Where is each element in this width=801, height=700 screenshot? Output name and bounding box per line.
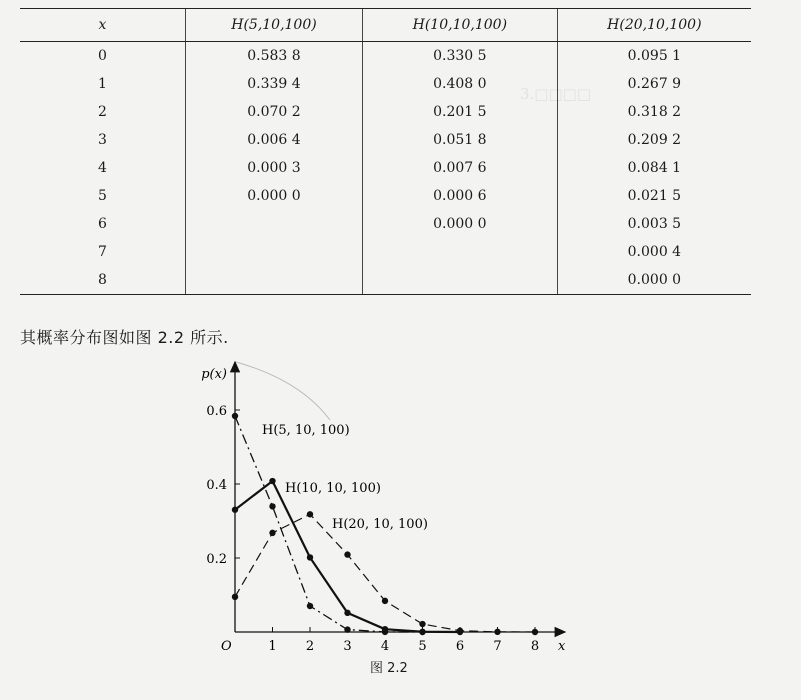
cell-x: 8 [20, 266, 186, 295]
cell-prob: 0.006 4 [186, 126, 363, 154]
data-point [269, 530, 275, 536]
cell-prob: 0.000 4 [557, 238, 751, 266]
cell-x: 1 [98, 76, 107, 92]
cell-prob: 0.209 2 [557, 126, 751, 154]
series-label: H(5, 10, 100) [262, 423, 350, 438]
data-point [344, 610, 350, 616]
data-point [344, 626, 350, 632]
data-point [232, 507, 238, 513]
cell-prob: 0.339 4 [186, 70, 363, 98]
data-point [307, 603, 313, 609]
x-axis-label: x [558, 639, 566, 654]
x-tick-label: 1 [268, 639, 277, 654]
header-h10: H(10,10,100) [362, 9, 557, 42]
scan-arc [236, 362, 330, 420]
cell-x: 5 [98, 188, 107, 204]
data-point [232, 413, 238, 419]
figure-caption: 图 2.2 [370, 661, 408, 676]
data-point [382, 598, 388, 604]
cell-prob: 0.583 8 [186, 42, 363, 71]
cell-prob: 0.084 1 [557, 154, 751, 182]
show-through-text: 3.□□□□ [520, 85, 592, 103]
data-point [307, 511, 313, 517]
cell-prob: 0.000 6 [362, 182, 557, 210]
x-tick-label: 7 [493, 639, 502, 654]
cell-prob: 0.201 5 [362, 98, 557, 126]
cell-prob: 0.000 0 [557, 266, 751, 295]
cell-prob: 0.003 5 [557, 210, 751, 238]
origin-label: O [221, 639, 232, 654]
data-point [307, 554, 313, 560]
cell-x: 4 [98, 160, 107, 176]
data-point [494, 629, 500, 635]
x-tick-label: 8 [530, 639, 540, 654]
header-h5: H(5,10,100) [186, 9, 363, 42]
cell-prob: 0.070 2 [186, 98, 363, 126]
x-tick-label: 4 [380, 639, 390, 654]
intro-text: 其概率分布图如图 2.2 所示. [20, 328, 229, 347]
data-point [419, 621, 425, 627]
header-x: x [20, 9, 186, 42]
cell-x: 2 [98, 104, 107, 120]
cell-prob: 0.051 8 [362, 126, 557, 154]
header-h20: H(20,10,100) [557, 9, 751, 42]
data-point [232, 594, 238, 600]
y-tick-label: 0.2 [206, 552, 227, 567]
cell-prob: 0.000 0 [362, 210, 557, 238]
data-point [344, 551, 350, 557]
cell-prob: 0.000 3 [186, 154, 363, 182]
series-label: H(20, 10, 100) [332, 517, 428, 532]
cell-x: 7 [98, 244, 107, 260]
cell-prob: 0.007 6 [362, 154, 557, 182]
data-point [419, 629, 425, 635]
data-point [532, 629, 538, 635]
cell-prob: 0.267 9 [557, 70, 751, 98]
series-label: H(10, 10, 100) [285, 481, 381, 496]
cell-prob: 0.408 0 [362, 70, 557, 98]
x-tick-label: 5 [418, 639, 427, 654]
cell-x: 6 [98, 216, 107, 232]
data-point [269, 478, 275, 484]
data-point [457, 628, 463, 634]
x-tick-label: 6 [455, 639, 465, 654]
y-axis-label: p(x) [201, 367, 227, 382]
x-tick-label: 2 [305, 639, 315, 654]
cell-prob: 0.095 1 [557, 42, 751, 71]
cell-prob: 0.318 2 [557, 98, 751, 126]
cell-prob: 0.021 5 [557, 182, 751, 210]
cell-prob: 0.330 5 [362, 42, 557, 71]
x-tick-label: 3 [343, 639, 352, 654]
cell-x: 0 [98, 48, 107, 64]
data-point [269, 503, 275, 509]
y-tick-label: 0.4 [206, 478, 227, 493]
cell-x: 3 [98, 132, 107, 148]
y-tick-label: 0.6 [206, 404, 227, 419]
cell-prob: 0.000 0 [186, 182, 363, 210]
data-point [382, 626, 388, 632]
